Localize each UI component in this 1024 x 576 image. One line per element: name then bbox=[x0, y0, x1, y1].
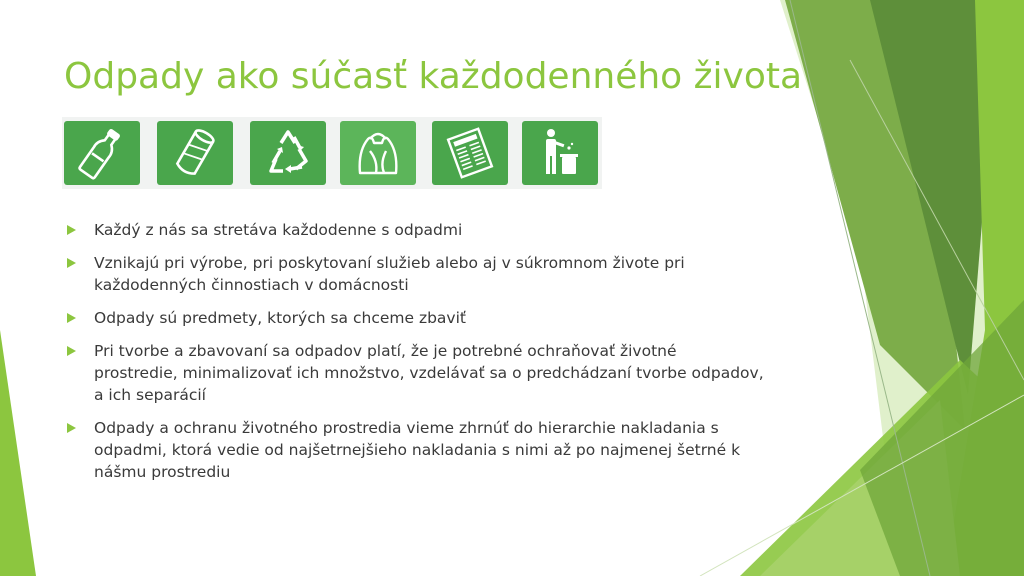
plastic-bag-icon bbox=[340, 121, 416, 185]
bullet-item bbox=[64, 417, 764, 483]
bullet-item bbox=[64, 252, 764, 296]
bullet-arrow-icon bbox=[67, 346, 76, 356]
slide-title: Odpady ako súčasť každodenného života bbox=[64, 56, 803, 97]
person-trash-icon bbox=[522, 121, 598, 185]
plastic-bottle-icon bbox=[64, 121, 140, 185]
bullet-arrow-icon bbox=[67, 258, 76, 268]
bullet-list bbox=[64, 219, 764, 494]
recycle-icon bbox=[250, 121, 326, 185]
bullet-text: Odpady sú predmety, ktorých sa chceme zbaviť bbox=[94, 309, 466, 327]
newspaper-icon bbox=[432, 121, 508, 185]
bullet-text: Odpady a ochranu životného prostredia vieme zhrnúť do hierarchie nakladania s odpadmi, ktorá vedie od najšetrnejšieho nakladania s nimi až po najmenej šetrné k nášmu prostrediu bbox=[94, 419, 741, 481]
waste-icons-strip bbox=[62, 117, 602, 189]
bullet-arrow-icon bbox=[67, 225, 76, 235]
bullet-text: Každý z nás sa stretáva každodenne s odpadmi bbox=[94, 221, 463, 239]
bullet-arrow-icon bbox=[67, 423, 76, 433]
bullet-item bbox=[64, 219, 764, 241]
bullet-text: Pri tvorbe a zbavovaní sa odpadov platí, že je potrebné ochraňovať životné prostredie, minimalizovať ich množstvo, vzdelávať sa o predchádzaní tvorbe odpadov, a ich separácií bbox=[94, 342, 764, 404]
bullet-item bbox=[64, 307, 764, 329]
bullet-item bbox=[64, 340, 764, 406]
bullet-arrow-icon bbox=[67, 313, 76, 323]
left-green-sliver bbox=[0, 330, 36, 576]
bullet-text: Vznikajú pri výrobe, pri poskytovaní služieb alebo aj v súkromnom živote pri každodenných činnostiach v domácnosti bbox=[94, 254, 685, 294]
can-icon bbox=[157, 121, 233, 185]
